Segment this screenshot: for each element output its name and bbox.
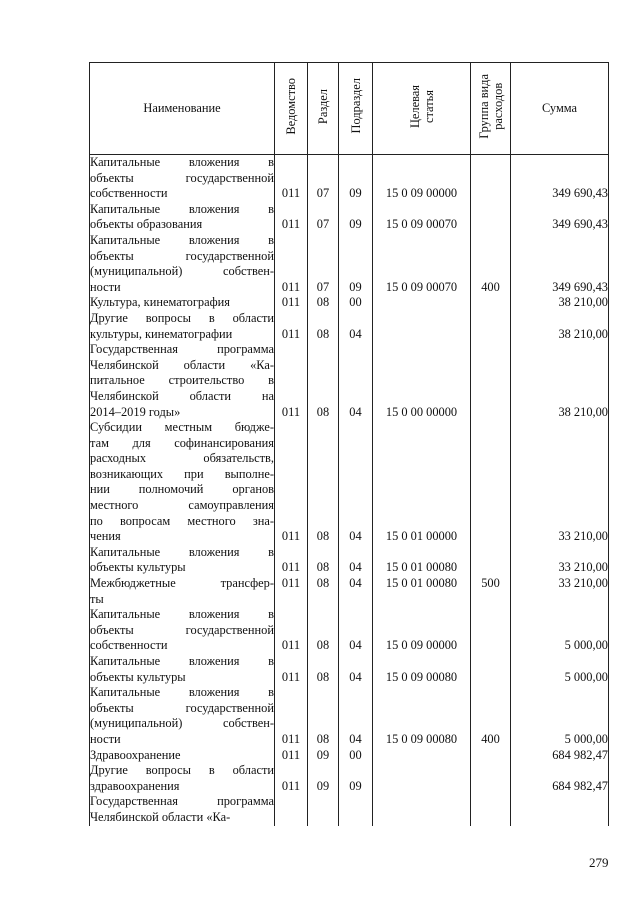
row-target — [373, 748, 471, 764]
row-subsection: 09 — [339, 763, 373, 794]
row-name-line: собственности — [90, 638, 168, 653]
table-row — [90, 763, 609, 794]
row-subsection: 04 — [339, 420, 373, 545]
row-subsection: 00 — [339, 295, 373, 311]
row-group — [471, 748, 511, 764]
table-row — [90, 545, 609, 576]
row-target — [373, 311, 471, 342]
row-subsection: 04 — [339, 576, 373, 607]
row-name — [90, 155, 275, 202]
row-name-line: чения — [90, 529, 121, 544]
row-target: 15 0 01 00000 — [373, 420, 471, 545]
row-name-line: Государственная программа — [90, 794, 274, 809]
row-group — [471, 654, 511, 685]
row-ministry: 011 — [275, 545, 308, 576]
row-name-line: объекты образования — [90, 217, 203, 232]
row-subsection: 09 — [339, 233, 373, 295]
row-sum: 5 000,00 — [511, 607, 609, 654]
row-subsection: 04 — [339, 685, 373, 747]
row-name — [90, 576, 275, 607]
row-name — [90, 295, 275, 311]
row-ministry: 011 — [275, 685, 308, 747]
row-name-line: Межбюджетные трансфер- — [90, 576, 274, 591]
row-name-line: Капитальные вложения в — [90, 544, 274, 559]
row-name-line: (муниципальной) собствен- — [90, 264, 274, 279]
table-row — [90, 342, 609, 420]
row-name-line: 2014–2019 годы» — [90, 404, 181, 419]
row-section: 08 — [308, 311, 339, 342]
row-name-line: (муниципальной) собствен- — [90, 716, 274, 731]
table-row — [90, 607, 609, 654]
row-name-line: ты — [90, 591, 104, 606]
row-name-line: Челябинской области на — [90, 388, 274, 403]
row-name-line: объекты культуры — [90, 669, 186, 684]
row-ministry: 011 — [275, 607, 308, 654]
row-section: 07 — [308, 233, 339, 295]
column-header-ministry: Ведомство — [275, 63, 308, 155]
table-body — [90, 155, 609, 826]
row-name — [90, 311, 275, 342]
row-section: 07 — [308, 202, 339, 233]
row-name-line: объекты государственной — [90, 170, 274, 185]
table-row — [90, 576, 609, 607]
row-target: 15 0 09 00070 — [373, 233, 471, 295]
row-name-line: Другие вопросы в области — [90, 310, 274, 325]
row-ministry: 011 — [275, 202, 308, 233]
row-target: 15 0 09 00080 — [373, 654, 471, 685]
row-group — [471, 794, 511, 825]
row-name-line: Культура, кинематография — [90, 295, 230, 310]
row-section: 08 — [308, 685, 339, 747]
row-name-line: культуры, кинематографии — [90, 326, 233, 341]
row-group: 500 — [471, 576, 511, 607]
row-name — [90, 685, 275, 747]
row-group — [471, 545, 511, 576]
row-name-line: возникающих при выполне- — [90, 466, 274, 481]
row-ministry: 011 — [275, 342, 308, 420]
column-header-target: Целевая статья — [373, 63, 471, 155]
row-section: 08 — [308, 342, 339, 420]
row-name-line: Капитальные вложения в — [90, 232, 274, 247]
row-name-line: собственности — [90, 186, 168, 201]
row-target: 15 0 09 00000 — [373, 155, 471, 202]
row-name-line: ности — [90, 279, 121, 294]
row-group — [471, 155, 511, 202]
row-section: 08 — [308, 576, 339, 607]
row-name-line: здравоохранения — [90, 778, 180, 793]
row-sum: 38 210,00 — [511, 342, 609, 420]
row-sum: 349 690,43 — [511, 233, 609, 295]
row-name-line: расходных обязательств, — [90, 451, 274, 466]
table-row — [90, 794, 609, 825]
row-name-line: там для софинансирования — [90, 435, 274, 450]
column-header-subsection: Подраздел — [339, 63, 373, 155]
row-name-line: Субсидии местным бюдже- — [90, 420, 274, 435]
row-subsection: 09 — [339, 202, 373, 233]
row-target: 15 0 01 00080 — [373, 545, 471, 576]
row-name-line: Другие вопросы в области — [90, 763, 274, 778]
row-name-line: Государственная программа — [90, 342, 274, 357]
row-name-line: объекты культуры — [90, 560, 186, 575]
row-section: 08 — [308, 545, 339, 576]
page-number: 279 — [589, 855, 609, 870]
row-target — [373, 763, 471, 794]
budget-table — [89, 62, 609, 826]
row-name — [90, 545, 275, 576]
row-sum: 33 210,00 — [511, 545, 609, 576]
row-subsection: 04 — [339, 311, 373, 342]
table-row — [90, 685, 609, 747]
table-row — [90, 654, 609, 685]
row-ministry: 011 — [275, 295, 308, 311]
row-group — [471, 295, 511, 311]
row-sum: 5 000,00 — [511, 685, 609, 747]
row-subsection: 09 — [339, 155, 373, 202]
row-name-line: Капитальные вложения в — [90, 685, 274, 700]
row-group — [471, 202, 511, 233]
row-name-line: объекты государственной — [90, 700, 274, 715]
row-ministry: 011 — [275, 576, 308, 607]
row-group: 400 — [471, 685, 511, 747]
row-group — [471, 311, 511, 342]
row-name-line: Капитальные вложения в — [90, 607, 274, 622]
row-sum: 684 982,47 — [511, 763, 609, 794]
row-target: 15 0 09 00080 — [373, 685, 471, 747]
row-name-line: Челябинской области «Ка- — [90, 809, 231, 824]
row-name — [90, 342, 275, 420]
row-group: 400 — [471, 233, 511, 295]
column-header-name: Наименование — [90, 63, 275, 155]
row-target: 15 0 09 00000 — [373, 607, 471, 654]
row-sum: 684 982,47 — [511, 748, 609, 764]
row-target: 15 0 01 00080 — [373, 576, 471, 607]
row-subsection: 04 — [339, 342, 373, 420]
row-sum: 38 210,00 — [511, 311, 609, 342]
row-subsection: 04 — [339, 607, 373, 654]
row-name-line: Здравоохранение — [90, 747, 181, 762]
row-ministry: 011 — [275, 233, 308, 295]
row-sum: 5 000,00 — [511, 654, 609, 685]
row-group — [471, 607, 511, 654]
row-name — [90, 233, 275, 295]
table-row — [90, 420, 609, 545]
row-target: 15 0 09 00070 — [373, 202, 471, 233]
row-group — [471, 420, 511, 545]
row-ministry: 011 — [275, 748, 308, 764]
row-section: 09 — [308, 763, 339, 794]
row-name-line: объекты государственной — [90, 622, 274, 637]
row-name-line: местного самоуправления — [90, 498, 274, 513]
column-header-group: Группа вида расходов — [471, 63, 511, 155]
row-sum: 38 210,00 — [511, 295, 609, 311]
row-name — [90, 420, 275, 545]
row-sum: 33 210,00 — [511, 420, 609, 545]
row-name-line: Челябинской области «Ка- — [90, 357, 274, 372]
row-section: 07 — [308, 155, 339, 202]
row-name — [90, 763, 275, 794]
table-row — [90, 311, 609, 342]
table-header-row — [90, 63, 609, 155]
row-name — [90, 654, 275, 685]
row-ministry: 011 — [275, 155, 308, 202]
row-sum — [511, 794, 609, 825]
row-section: 08 — [308, 295, 339, 311]
row-target — [373, 794, 471, 825]
table-row — [90, 748, 609, 764]
table-row — [90, 233, 609, 295]
column-header-section: Раздел — [308, 63, 339, 155]
row-subsection: 04 — [339, 654, 373, 685]
row-name-line: нии полномочий органов — [90, 482, 274, 497]
table-row — [90, 202, 609, 233]
row-section: 08 — [308, 420, 339, 545]
row-name-line: объекты государственной — [90, 248, 274, 263]
row-subsection: 00 — [339, 748, 373, 764]
row-name — [90, 794, 275, 825]
row-ministry: 011 — [275, 654, 308, 685]
row-section: 08 — [308, 654, 339, 685]
row-name-line: по вопросам местного зна- — [90, 513, 274, 528]
row-target — [373, 295, 471, 311]
row-ministry: 011 — [275, 420, 308, 545]
row-ministry: 011 — [275, 311, 308, 342]
row-section: 08 — [308, 607, 339, 654]
row-ministry — [275, 794, 308, 825]
row-name — [90, 202, 275, 233]
row-sum: 349 690,43 — [511, 202, 609, 233]
row-name-line: Капитальные вложения в — [90, 201, 274, 216]
table-row — [90, 155, 609, 202]
row-name — [90, 748, 275, 764]
row-subsection: 04 — [339, 545, 373, 576]
row-group — [471, 342, 511, 420]
row-name-line: ности — [90, 731, 121, 746]
row-sum: 33 210,00 — [511, 576, 609, 607]
row-name — [90, 607, 275, 654]
row-target: 15 0 00 00000 — [373, 342, 471, 420]
row-subsection — [339, 794, 373, 825]
column-header-sum: Сумма — [511, 63, 609, 155]
row-sum: 349 690,43 — [511, 155, 609, 202]
row-name-line: Капитальные вложения в — [90, 654, 274, 668]
row-ministry: 011 — [275, 763, 308, 794]
table-row — [90, 295, 609, 311]
row-name-line: Капитальные вложения в — [90, 155, 274, 169]
row-name-line: питальное строительство в — [90, 373, 274, 388]
row-group — [471, 763, 511, 794]
row-section — [308, 794, 339, 825]
row-section: 09 — [308, 748, 339, 764]
